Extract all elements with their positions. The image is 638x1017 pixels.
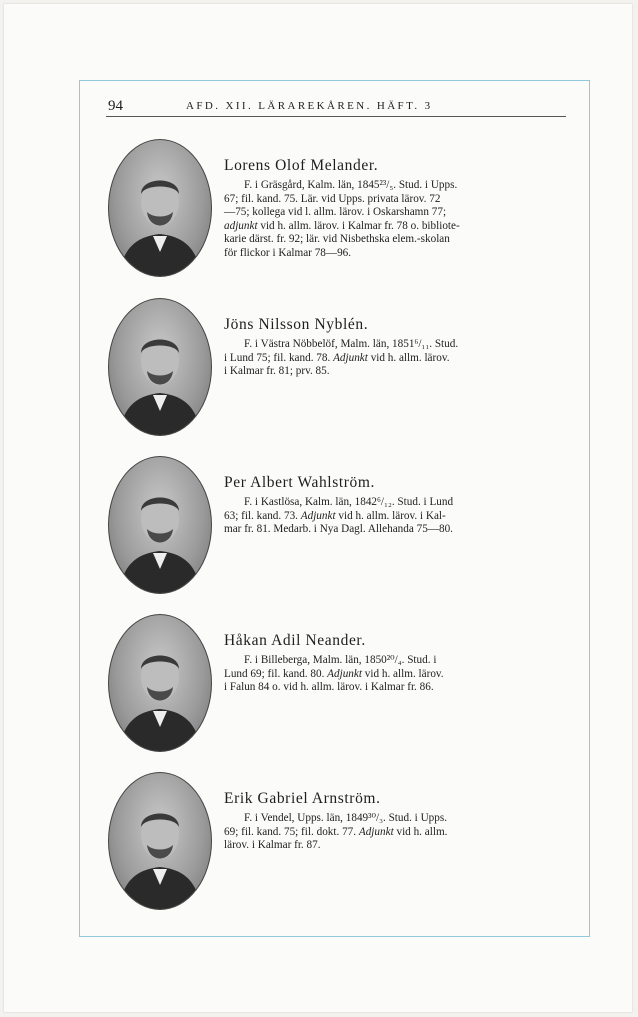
running-title: AFD. XII. LÄRAREKÅREN. HÄFT. 3 — [186, 100, 433, 112]
biography-line: F. i Kastlösa, Kalm. län, 1842⁶/₁₂. Stud. i Lund — [244, 496, 454, 508]
person-name: Jöns Nilsson Nyblén. — [224, 316, 369, 333]
biography-line: i Falun 84 o. vid h. allm. lärov. i Kalmar fr. 86. — [224, 681, 434, 694]
person-name: Lorens Olof Melander. — [224, 157, 379, 174]
biography-line: F. i Vendel, Upps. län, 1849³⁰/₃. Stud. i Upps. — [244, 812, 448, 824]
biography-entry — [108, 614, 568, 754]
biography-text — [224, 179, 566, 261]
portrait-photo-icon — [108, 614, 212, 752]
person-name: Per Albert Wahlström. — [224, 474, 375, 491]
biography-line: Lund 69; fil. kand. 80. Adjunkt vid h. allm. lärov. — [224, 667, 444, 680]
biography-line: i Lund 75; fil. kand. 78. Adjunkt vid h. allm. lärov. — [224, 351, 450, 364]
biography-line: F. i Västra Nöbbelöf, Malm. län, 1851⁶/₁₁. Stud. — [244, 338, 459, 350]
biography-entry — [108, 298, 568, 438]
biography-text — [224, 812, 566, 853]
portrait-photo-icon — [108, 298, 212, 436]
person-name: Håkan Adil Neander. — [224, 632, 366, 649]
portrait-photo-icon — [108, 456, 212, 594]
portrait-photo-icon — [108, 772, 212, 910]
biography-line: 69; fil. kand. 75; fil. dokt. 77. Adjunkt vid h. allm. — [224, 825, 448, 838]
biography-line: F. i Billeberga, Malm. län, 1850²⁰/₄. Stud. i — [244, 654, 437, 666]
portrait-photo-icon — [108, 139, 212, 277]
biography-entry — [108, 456, 568, 596]
biography-line: 67; fil. kand. 75. Lär. vid Upps. privata lärov. 72 — [224, 192, 441, 205]
biography-line: adjunkt vid h. allm. lärov. i Kalmar fr. 78 o. bibliote- — [224, 219, 460, 232]
biography-line: —75; kollega vid l. allm. lärov. i Oskarshamn 77; — [224, 206, 447, 219]
biography-line: i Kalmar fr. 81; prv. 85. — [224, 365, 330, 378]
biography-line: 63; fil. kand. 73. Adjunkt vid h. allm. lärov. i Kal- — [224, 509, 446, 522]
biography-text — [224, 338, 566, 379]
biography-entry — [108, 772, 568, 912]
page-number: 94 — [108, 98, 123, 114]
biography-line: lärov. i Kalmar fr. 87. — [224, 839, 321, 852]
biography-text — [224, 496, 566, 537]
biography-line: karie därst. fr. 92; lär. vid Nisbethska elem.-skolan — [224, 233, 450, 246]
biography-line: för flickor i Kalmar 78—96. — [224, 246, 352, 259]
biography-text — [224, 654, 566, 695]
person-name: Erik Gabriel Arnström. — [224, 790, 381, 807]
biography-line: mar fr. 81. Medarb. i Nya Dagl. Allehanda 75—80. — [224, 523, 453, 536]
biography-line: F. i Gräsgård, Kalm. län, 1845²³/₅. Stud. i Upps. — [244, 179, 458, 191]
biography-entry — [108, 139, 568, 279]
page-header — [106, 96, 566, 117]
